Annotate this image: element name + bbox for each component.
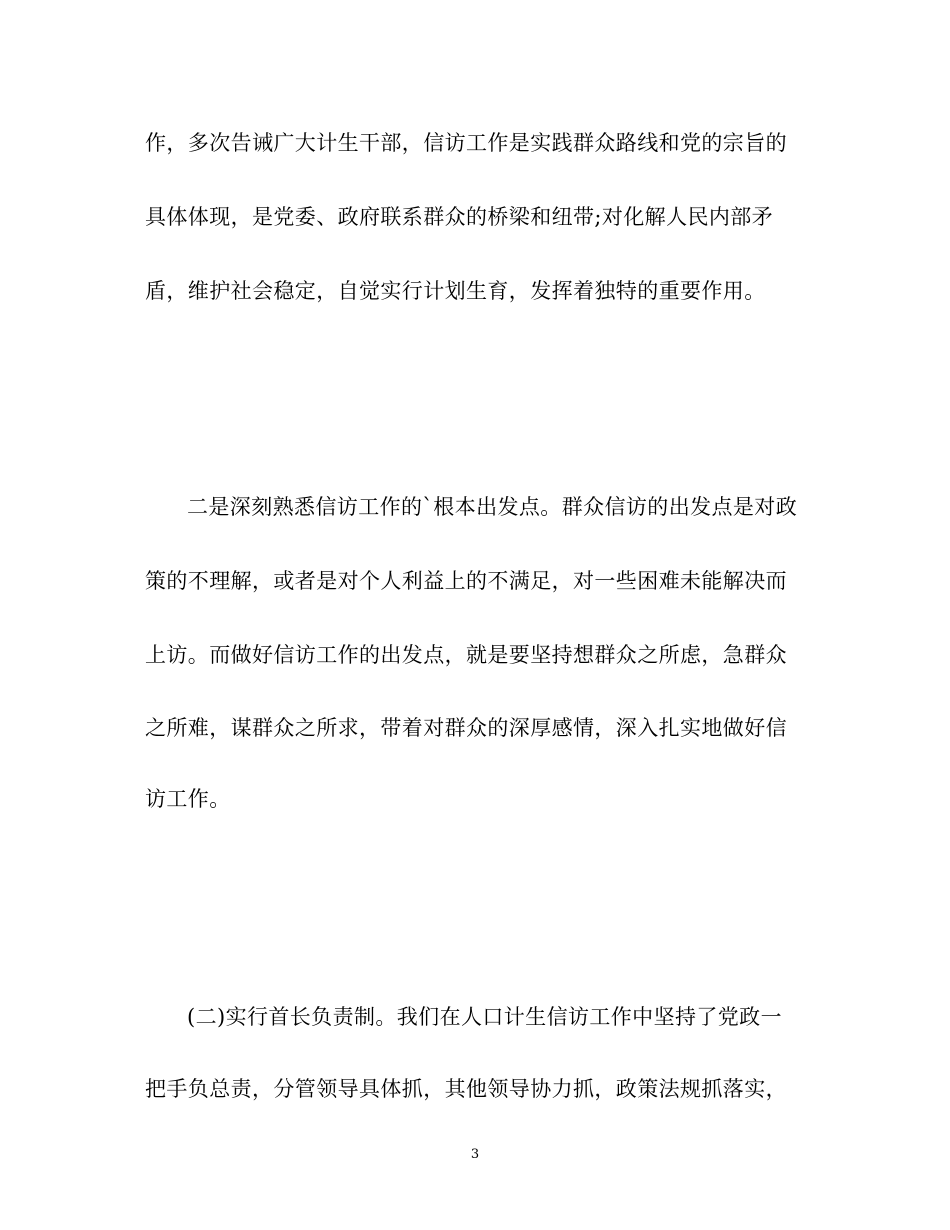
text-line: 作，多次告诫广大计生干部，信访工作是实践群众路线和党的宗旨的 (145, 131, 787, 155)
text-line: 二是深刻熟悉信访工作的`根本出发点。群众信访的出发点是对政 (187, 495, 798, 519)
text-line: 上访。而做好信访工作的出发点，就是要坚持想群众之所虑，急群众 (145, 643, 787, 667)
text-line: 之所难，谋群众之所求，带着对群众的深厚感情，深入扎实地做好信 (145, 716, 787, 740)
text-line: 访工作。 (145, 787, 231, 811)
page-number: 3 (470, 1147, 480, 1162)
text-line: (二)实行首长负责制。我们在人口计生信访工作中坚持了党政一 (187, 1005, 782, 1029)
text-line: 具体体现，是党委、政府联系群众的桥梁和纽带;对化解人民内部矛 (145, 205, 774, 229)
text-line: 策的不理解，或者是对个人利益上的不满足，对一些困难未能解决而 (145, 569, 787, 593)
text-line: 盾，维护社会稳定，自觉实行计划生育，发挥着独特的重要作用。 (145, 279, 766, 303)
text-line: 把手负总责，分管领导具体抓，其他领导协力抓，政策法规抓落实， (145, 1077, 787, 1101)
